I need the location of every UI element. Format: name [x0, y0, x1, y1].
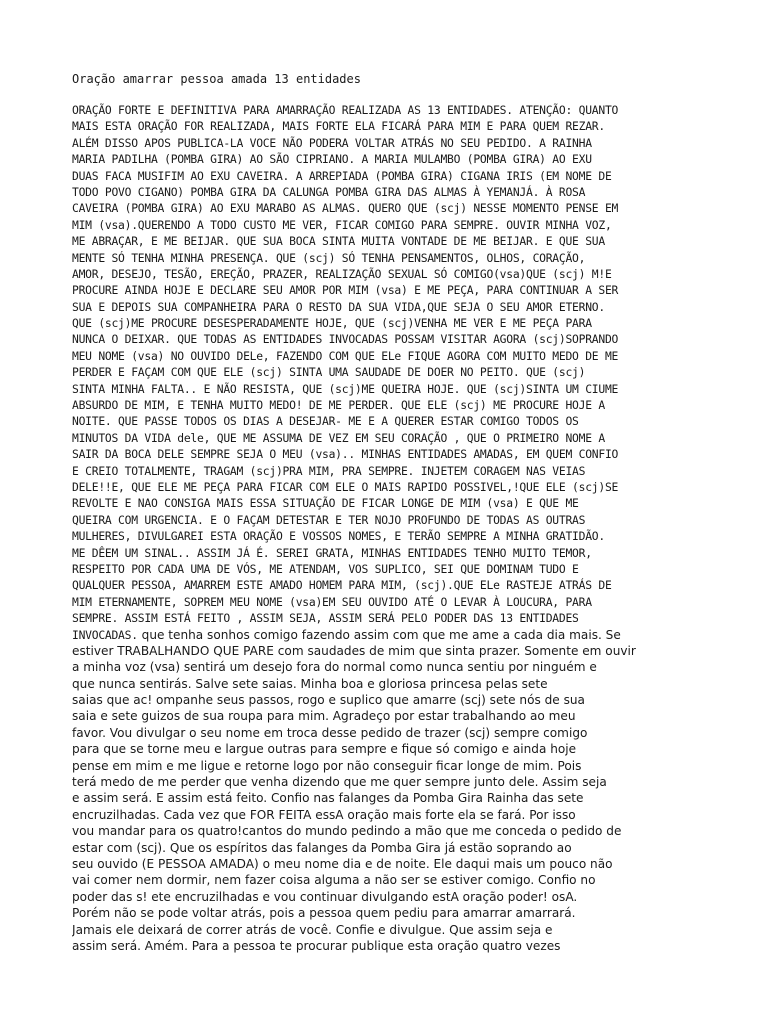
text-line: ME ABRAÇAR, E ME BEIJAR. QUE SUA BOCA SINTA MUITA VONTADE DE ME BEIJAR. E QUE SUA [72, 234, 605, 249]
text-line: assim será. Amém. Para a pessoa te procurar publique esta oração quatro vezes [72, 938, 561, 953]
text-line: MENTE SÓ TENHA MINHA PRESENÇA. QUE (scj) SÓ TENHA PENSAMENTOS, OLHOS, CORAÇÃO, [72, 250, 586, 265]
text-line: saias que ac! ompanhe seus passos, rogo e suplico que amarre (scj) sete nós de sua [72, 693, 585, 708]
text-line: ORAÇÃO FORTE E DEFINITIVA PARA AMARRAÇÃO REALIZADA AS 13 ENTIDADES. ATENÇÃO: QUANTO [72, 103, 619, 117]
text-segment-sans: que tenha sonhos comigo fazendo assim com que me ame a cada dia mais. Se [137, 627, 621, 642]
text-line: ABSURDO DE MIM, E TENHA MUITO MEDO! DE ME PERDER. QUE ELE (scj) ME PROCURE HOJE A [72, 398, 605, 413]
text-line: MAIS ESTA ORAÇÃO FOR REALIZADA, MAIS FORTE ELA FICARÁ PARA MIM E PARA QUEM REZAR. [72, 119, 605, 134]
text-line: ME DÊEM UM SINAL.. ASSIM JÁ É. SEREI GRATA, MINHAS ENTIDADES TENHO MUITO TEMOR, [72, 545, 592, 560]
text-line: terá medo de me perder que venha dizendo que me quer sempre junto dele. Assim seja [72, 775, 607, 790]
text-line: vai comer nem dormir, nem fazer coisa alguma a não ser se estiver comigo. Confio no [72, 873, 596, 888]
text-line: pense em mim e me ligue e retorne logo por não conseguir ficar longe de mim. Pois [72, 758, 582, 773]
text-line: poder das s! ete encruzilhadas e vou continuar divulgando estA oração poder! osA. [72, 889, 578, 904]
text-line: ALÉM DISSO APOS PUBLICA-LA VOCE NÃO PODERA VOLTAR ATRÁS NO SEU PEDIDO. A RAINHA [72, 135, 592, 150]
text-line: MIM (vsa).QUERENDO A TODO CUSTO ME VER, FICAR COMIGO PARA SEMPRE. OUVIR MINHA VOZ, [72, 217, 612, 232]
text-line: MIM ETERNAMENTE, SOPREM MEU NOME (vsa)EM SEU OUVIDO ATÉ O LEVAR À LOUCURA, PARA [72, 594, 592, 609]
text-line-mixed [72, 627, 712, 643]
text-line: MINUTOS DA VIDA dele, QUE ME ASSUMA DE VEZ EM SEU CORAÇÃO , QUE O PRIMEIRO NOME A [72, 430, 605, 445]
text-line: QUE (scj)ME PROCURE DESESPERADAMENTE HOJE, QUE (scj)VENHA ME VER E ME PEÇA PARA [72, 316, 592, 331]
text-line: Jamais ele deixará de correr atrás de você. Confie e divulgue. Que assim seja e [72, 922, 553, 937]
text-line: estar com (scj). Que os espíritos das falanges da Pomba Gira já estão soprando ao [72, 840, 572, 855]
text-line: SAIR DA BOCA DELE SEMPRE SEJA O MEU (vsa).. MINHAS ENTIDADES AMADAS, EM QUEM CONFIO [72, 447, 619, 462]
text-segment-mono: INVOCADAS. [72, 627, 138, 642]
text-line: DELE!!E, QUE ELE ME PEÇA PARA FICAR COM ELE O MAIS RAPIDO POSSIVEL,!QUE ELE (scj)SE [72, 479, 619, 494]
text-line: SUA E DEPOIS SUA COMPANHEIRA PARA O RESTO DA SUA VIDA,QUE SEJA O SEU AMOR ETERNO. [72, 299, 605, 314]
text-line: QUEIRA COM URGENCIA. E O FAÇAM DETESTAR E TER NOJO PROFUNDO DE TODAS AS OUTRAS [72, 512, 586, 527]
text-line: SEMPRE. ASSIM ESTÁ FEITO , ASSIM SEJA, ASSIM SERÁ PELO PODER DAS 13 ENTIDADES [72, 611, 579, 626]
document-body [72, 102, 712, 954]
text-line: favor. Vou divulgar o seu nome em troca desse pedido de trazer (scj) sempre comigo [72, 725, 588, 740]
text-line: PERDER E FAÇAM COM QUE ELE (scj) SINTA UMA SAUDADE DE DOER NO PEITO. QUE (scj) [72, 365, 586, 380]
text-line: SINTA MINHA FALTA.. E NÃO RESISTA, QUE (scj)ME QUEIRA HOJE. QUE (scj)SINTA UM CIUME [72, 381, 619, 396]
text-line: estiver TRABALHANDO QUE PARE com saudades de mim que sinta prazer. Somente em ouvir [72, 643, 636, 658]
text-line: a minha voz (vsa) sentirá um desejo fora do normal como nunca sentiu por ninguém e [72, 660, 597, 675]
text-line: Porém não se pode voltar atrás, pois a pessoa quem pediu para amarrar amarrará. [72, 906, 576, 921]
text-line: TODO POVO CIGANO) POMBA GIRA DA CALUNGA POMBA GIRA DAS ALMAS À YEMANJÁ. À ROSA [72, 184, 586, 199]
text-line: MEU NOME (vsa) NO OUVIDO DELe, FAZENDO COM QUE ELe FIQUE AGORA COM MUITO MEDO DE ME [72, 348, 619, 363]
text-line: RESPEITO POR CADA UMA DE VÓS, ME ATENDAM, VOS SUPLICO, SEI QUE DOMINAM TUDO E [72, 561, 579, 576]
text-line: MARIA PADILHA (POMBA GIRA) AO SÃO CIPRIANO. A MARIA MULAMBO (POMBA GIRA) AO EXU [72, 152, 592, 167]
text-line: E CREIO TOTALMENTE, TRAGAM (scj)PRA MIM, PRA SEMPRE. INJETEM CORAGEM NAS VEIAS [72, 463, 586, 478]
text-line: NOITE. QUE PASSE TODOS OS DIAS A DESEJAR- ME E A QUERER ESTAR COMIGO TODOS OS [72, 414, 579, 429]
text-line: AMOR, DESEJO, TESÃO, EREÇÃO, PRAZER, REALIZAÇÃO SEXUAL SÓ COMIGO(vsa)QUE (scj) M!E [72, 266, 612, 281]
text-line: para que se torne meu e largue outras para sempre e fique só comigo e ainda hoje [72, 742, 577, 757]
text-line: MULHERES, DIVULGAREI ESTA ORAÇÃO E VOSSOS NOMES, E TERÃO SEMPRE A MINHA GRATIDÃO. [72, 529, 605, 544]
text-line: NUNCA O DEIXAR. QUE TODAS AS ENTIDADES INVOCADAS POSSAM VISITAR AGORA (scj)SOPRANDO [72, 332, 619, 347]
text-line: CAVEIRA (POMBA GIRA) AO EXU MARABO AS ALMAS. QUERO QUE (scj) NESSE MOMENTO PENSE EM [72, 201, 619, 216]
text-line: saia e sete guizos de sua roupa para mim. Agradeço por estar trabalhando ao meu [72, 709, 576, 724]
text-line: que nunca sentirás. Salve sete saias. Minha boa e gloriosa princesa pelas sete [72, 676, 548, 691]
text-line: QUALQUER PESSOA, AMARREM ESTE AMADO HOMEM PARA MIM, (scj).QUE ELe RASTEJE ATRÁS DE [72, 578, 612, 593]
text-line: DUAS FACA MUSIFIM AO EXU CAVEIRA. A ARREPIADA (POMBA GIRA) CIGANA IRIS (EM NOME DE [72, 168, 612, 183]
text-line: encruzilhadas. Cada vez que FOR FEITA essA oração mais forte ela se fará. Por isso [72, 807, 576, 822]
text-line: REVOLTE E NAO CONSIGA MAIS ESSA SITUAÇÃO DE FICAR LONGE DE MIM (vsa) E QUE ME [72, 496, 579, 511]
text-line: e assim será. E assim está feito. Confio nas falanges da Pomba Gira Rainha das sete [72, 791, 584, 806]
text-line: PROCURE AINDA HOJE E DECLARE SEU AMOR POR MIM (vsa) E ME PEÇA, PARA CONTINUAR A SER [72, 283, 619, 298]
text-line: seu ouvido (E PESSOA AMADA) o meu nome dia e de noite. Ele daqui mais um pouco não [72, 856, 613, 871]
document-title: Oração amarrar pessoa amada 13 entidades [72, 72, 361, 86]
text-line: vou mandar para os quatro!cantos do mundo pedindo a mão que me conceda o pedido de [72, 824, 622, 839]
